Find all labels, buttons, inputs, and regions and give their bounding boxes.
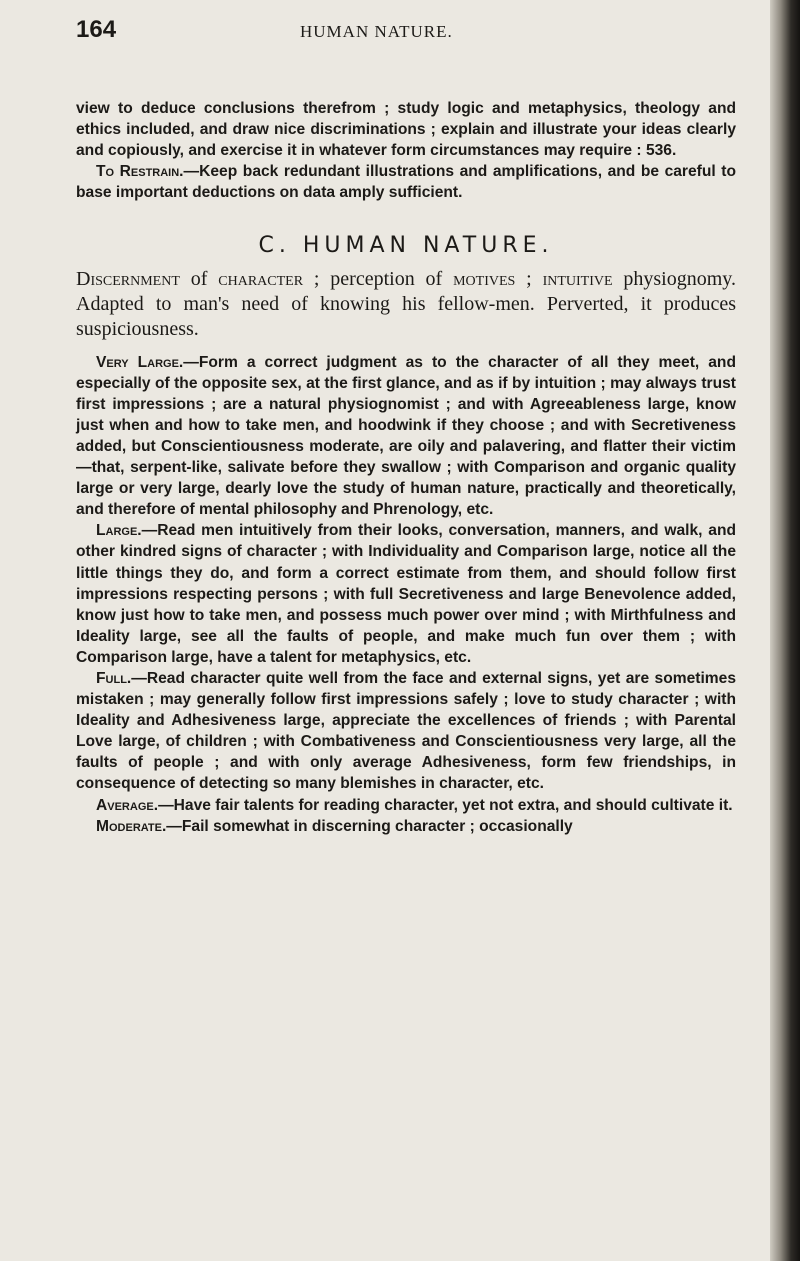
running-head: HUMAN NATURE. xyxy=(300,22,453,41)
entry-text: —Read men intuitively from their looks, conversation, manners, and walk, and other kindred signs of character ; with Individuality and Comparison large, notice all the little things they do, and form a correct estimate from them, and should follow first impressions respecting persons ; with full Secretiveness and large Benevolence added, know just how to take men, and possess much power over mind ; with Mirthfulness and Ideality large, see all the faults of people, and make much fun over them ; with Comparison large, have a talent for metaphysics, etc. xyxy=(76,522,736,666)
intro-rest: physiognomy. Adapted to man's need of knowing his fellow-men. Perverted, it produces suspiciousness. xyxy=(76,267,736,340)
entry-text: —Read character quite well from the face and external signs, yet are sometimes mistaken ; may generally follow first impressions safely ; love to study character ; with Ideality and Adhesiveness large, appreciate the excellences of friends ; with Parental Love large, of children ; with Combativeness and Conscientiousness very large, all the faults of people ; and with only average Adhesiveness, form few friendships, in consequence of detecting so many blemishes in character, etc. xyxy=(76,669,736,793)
restrain-paragraph xyxy=(76,161,736,203)
page-body xyxy=(76,98,736,837)
entry-moderate xyxy=(76,816,736,837)
section-heading: C. HUMAN NATURE. xyxy=(258,233,554,259)
book-binding-edge xyxy=(770,0,800,1261)
intro-of: of xyxy=(179,267,219,290)
section-intro xyxy=(76,267,736,342)
restrain-text: —Keep back redundant illustrations and amplifications, and be careful to base important deductions on data amply sufficient. xyxy=(76,163,736,202)
top-paragraph xyxy=(76,98,736,161)
intro-perception: ; perception of xyxy=(303,267,454,290)
entry-lead: Very Large. xyxy=(96,353,184,371)
restrain-lead: To Restrain. xyxy=(96,163,184,181)
top-paragraph-text: view to deduce conclusions therefrom ; study logic and metaphysics, theology and ethics included, and draw nice discriminations ; explain and illustrate your ideas clearly and copiously, and exercise it in whatever form circumstances may require : 536. xyxy=(76,100,736,160)
intro-character: character xyxy=(218,267,304,290)
intro-intuitive: intuitive xyxy=(542,267,613,290)
intro-motives: motives xyxy=(453,267,516,290)
page-number: 164 xyxy=(76,16,117,43)
entry-lead: Moderate. xyxy=(96,817,167,835)
entry-average xyxy=(76,795,736,816)
entry-large xyxy=(76,520,736,668)
entry-lead: Average. xyxy=(96,796,159,814)
entry-text: —Fail somewhat in discerning character ; occasionally xyxy=(166,817,573,835)
entry-text: —Have fair talents for reading character, yet not extra, and should cultivate it. xyxy=(158,796,733,814)
intro-sep: ; xyxy=(515,267,543,290)
entry-lead: Full. xyxy=(96,669,132,687)
entry-full xyxy=(76,668,736,795)
entry-very-large xyxy=(76,352,736,521)
entry-text: —Form a correct judgment as to the character of all they meet, and especially of the opposite sex, at the first glance, and as if by intuition ; may always trust first impressions ; are a natural physiognomist ; and with Agreeableness large, know just when and how to take men, and hoodwink if they choose ; and with Secretiveness added, but Conscientiousness moderate, are oily and palavering, and flatter their victim—that, serpent-like, salivate before they swallow ; with Comparison and organic quality large or very large, dearly love the study of human nature, practically and theoretically, and therefore of mental philosophy and Phrenology, etc. xyxy=(76,353,736,519)
page-header xyxy=(0,0,770,90)
entry-lead: Large. xyxy=(96,522,142,540)
intro-discernment: Discernment xyxy=(76,267,180,290)
